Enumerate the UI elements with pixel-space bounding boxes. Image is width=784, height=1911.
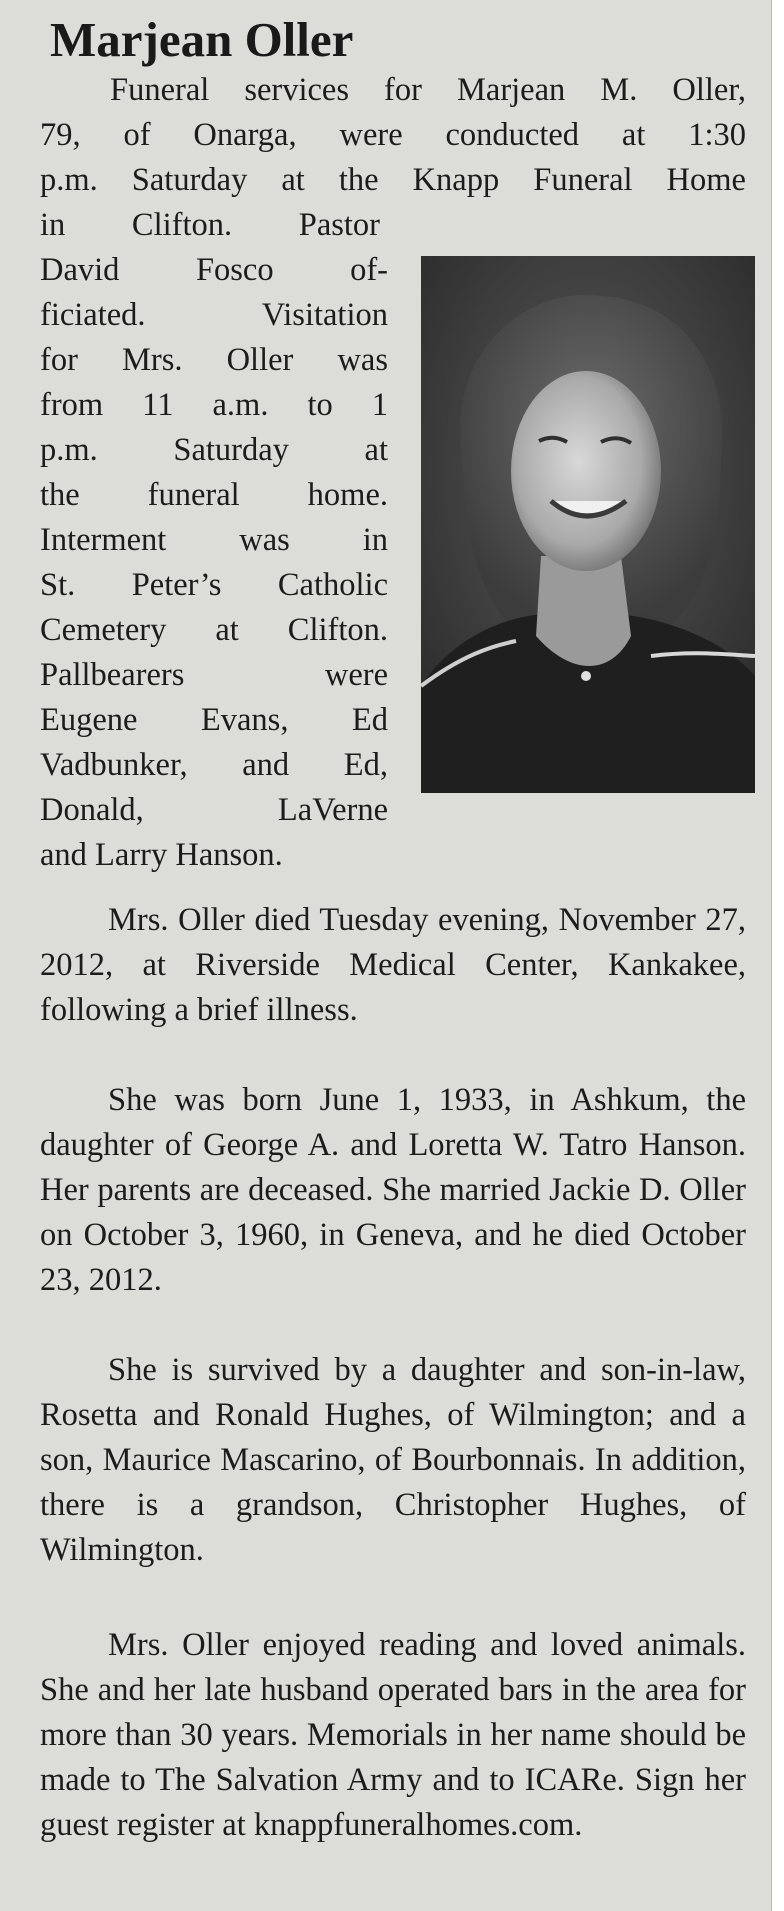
text-line: St. Peter’s Catholic: [40, 567, 388, 603]
text-line: and Larry Hanson.: [40, 837, 283, 873]
paragraph-funeral-services: [40, 68, 746, 203]
paragraph-death: Mrs. Oller died Tuesday evening, November 27, 2012, at Riverside Medical Center, Kankakee, following a brief illness.: [40, 902, 746, 1028]
paragraph-funeral-services-continued: [40, 203, 388, 878]
text-line: p.m. Saturday at: [40, 432, 388, 468]
portrait-photo: [421, 256, 755, 793]
text-line: p.m. Saturday at the Knapp Funeral Home: [40, 162, 746, 198]
text-line: Eugene Evans, Ed: [40, 702, 388, 738]
text-line: the funeral home.: [40, 477, 388, 513]
text-line: in Clifton. Pastor: [40, 207, 380, 243]
paragraph-birth-marriage: She was born June 1, 1933, in Ashkum, the daughter of George A. and Loretta W. Tatro Hanson. Her parents are deceased. She married Jackie D. Oller on October 3, 1960, in Geneva, and he died October 23, 2012.: [40, 1082, 746, 1298]
paragraph-interests-memorials: Mrs. Oller enjoyed reading and loved animals. She and her late husband operated bars in the area for more than 30 years. Memorials in her name should be made to The Salvation Army and to ICARe. Sign her guest register at knappfuneralhomes.com.: [40, 1627, 746, 1843]
paragraph-survivors: She is survived by a daughter and son-in-law, Rosetta and Ronald Hughes, of Wilmington; and a son, Maurice Mascarino, of Bourbonnais. In addition, there is a grandson, Christopher Hughes, of Wilmington.: [40, 1352, 746, 1568]
text-line: for Mrs. Oller was: [40, 342, 388, 378]
text-line: Donald, LaVerne: [40, 792, 388, 828]
text-line: Interment was in: [40, 522, 388, 558]
text-line: Funeral services for Marjean M. Oller,: [110, 72, 746, 108]
text-line: 79, of Onarga, were conducted at 1:30: [40, 117, 746, 153]
portrait-image: [421, 256, 755, 793]
headline: Marjean Oller: [50, 12, 354, 67]
text-line: Pallbearers were: [40, 657, 388, 693]
text-line: Cemetery at Clifton.: [40, 612, 388, 648]
text-line: David Fosco of-: [40, 252, 388, 288]
text-line: Vadbunker, and Ed,: [40, 747, 388, 783]
text-line: ficiated. Visitation: [40, 297, 388, 333]
text-line: from 11 a.m. to 1: [40, 387, 388, 423]
